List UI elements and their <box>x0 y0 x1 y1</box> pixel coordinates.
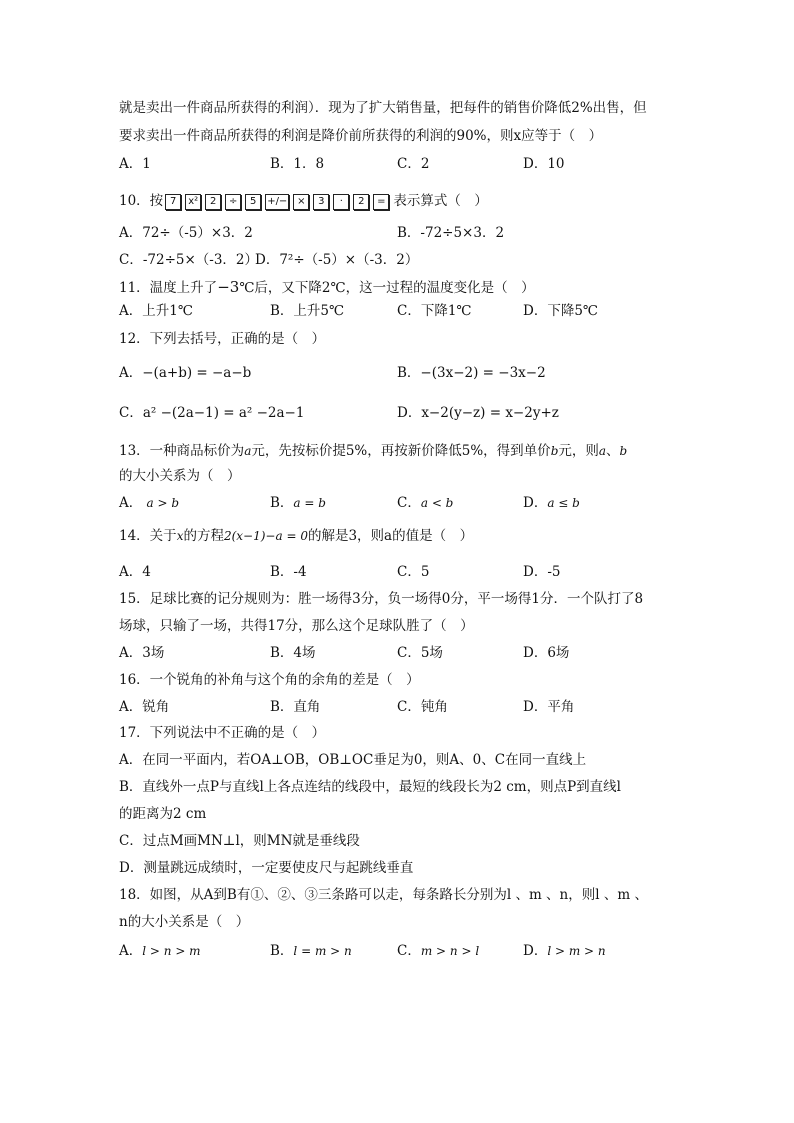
q18-option-a <box>119 942 201 960</box>
q10-option-a: A．72÷（-5）×3．2 <box>119 225 253 241</box>
key-2: 2 <box>205 194 221 210</box>
q11-option-d: D．下降5℃ <box>523 303 599 319</box>
q11-stem-a: 11．温度上升了 <box>119 280 218 296</box>
q14-text-c: 的解是3，则a的值是（ ） <box>307 528 474 544</box>
q17-stem: 17．下列说法中不正确的是（ ） <box>119 725 326 741</box>
q13-var-a: a <box>244 444 252 458</box>
q13-text-a: 13．一种商品标价为 <box>119 443 245 459</box>
q14-option-c: C．5 <box>397 564 430 580</box>
q11-option-a: A．上升1℃ <box>119 303 193 319</box>
q13-var-b2: b <box>619 444 628 458</box>
q15-line2: 场球，只输了一场，共得17分，那么这个足球队胜了（ ） <box>119 618 474 634</box>
q18-option-d <box>523 942 606 960</box>
q18-option-b <box>270 942 352 960</box>
q17-option-b-line1: B．直线外一点P与直线l上各点连结的线段中，最短的线段长为2 cm，则点P到直线l <box>119 779 621 795</box>
key-equals: = <box>373 194 389 210</box>
key-3: 3 <box>313 194 329 210</box>
q9-option-d: D．10 <box>523 156 565 172</box>
q12-option-c: C．a² −(2a−1) = a² −2a−1 <box>119 405 305 421</box>
q12-option-a: A．−(a+b) = −a−b <box>119 365 252 381</box>
q16-option-b: B．直角 <box>270 699 321 715</box>
q13-var-b: b <box>550 444 559 458</box>
q10-suffix: 表示算式（ ） <box>393 193 488 209</box>
q15-option-a: A．3场 <box>119 645 165 661</box>
q11-temp-value: −3 <box>217 278 240 296</box>
q17-option-c: C．过点M画MN⊥l，则MN就是垂线段 <box>119 833 360 849</box>
q13-option-b-math: a = b <box>293 496 326 510</box>
q13-option-d <box>523 494 580 512</box>
q14-stem <box>119 527 473 545</box>
q13-text-c: 元，则 <box>558 443 599 459</box>
q9-option-b: B．1．8 <box>270 156 325 172</box>
q18-option-a-label: A． <box>119 943 143 959</box>
q13-option-a <box>119 494 179 512</box>
q18-option-d-math: l > m > n <box>547 944 606 958</box>
q13-line1 <box>119 442 627 460</box>
q9-option-a: A．1 <box>119 156 151 172</box>
q15-option-d: D．6场 <box>523 645 570 661</box>
key-multiply: × <box>293 194 309 210</box>
q12-option-d: D．x−2(y−z) = x−2y+z <box>397 405 559 421</box>
q15-option-c: C．5场 <box>397 645 443 661</box>
q13-option-c-label: C． <box>397 495 421 511</box>
q10-stem <box>119 192 488 210</box>
q14-text-a: 14．关于 <box>119 528 177 544</box>
q16-option-a: A．锐角 <box>119 699 170 715</box>
q13-option-b-label: B． <box>270 495 294 511</box>
calculator-key-sequence <box>165 194 391 210</box>
q14-option-b: B．-4 <box>270 564 307 580</box>
q15-option-b: B．4场 <box>270 645 316 661</box>
q16-stem: 16．一个锐角的补角与这个角的余角的差是（ ） <box>119 672 420 688</box>
q13-option-a-math: a > b <box>146 496 180 510</box>
q18-option-c-label: C． <box>397 943 421 959</box>
q9-line1: 就是卖出一件商品所获得的利润）．现为了扩大销售量，把每件的销售价降低2%出售，但 <box>119 100 647 116</box>
q9-option-c: C．2 <box>397 156 430 172</box>
q10-option-b: B．-72÷5×3．2 <box>397 225 505 241</box>
key-square: x² <box>185 194 201 210</box>
q13-text-b: 元，先按标价提5%，再按新价降低5%，得到单价 <box>251 443 551 459</box>
q13-var-a2: a <box>598 444 607 458</box>
q12-stem: 12．下列去括号，正确的是（ ） <box>119 331 326 347</box>
q17-option-b-line2: 的距离为2 cm <box>119 806 207 822</box>
q13-option-b <box>270 494 326 512</box>
q11-option-b: B．上升5℃ <box>270 303 345 319</box>
q10-option-c: C．-72÷5×（-3．2） <box>119 252 259 268</box>
q18-option-c-math: m > n > l <box>420 944 480 958</box>
q13-line2: 的大小关系为（ ） <box>119 468 241 484</box>
key-5: 5 <box>245 194 261 210</box>
q14-option-a: A．4 <box>119 564 151 580</box>
q15-line1: 15．足球比赛的记分规则为：胜一场得3分，负一场得0分，平一场得1分．一个队打了8 <box>119 591 644 607</box>
key-7: 7 <box>165 194 181 210</box>
q18-line2: n的大小关系是（ ） <box>119 914 250 930</box>
q13-option-c <box>397 494 453 512</box>
q13-option-d-math: a ≤ b <box>547 496 580 510</box>
q18-option-b-math: l = m > n <box>293 944 352 958</box>
q14-var-x: x <box>176 529 184 543</box>
key-sign-toggle: +/− <box>265 194 289 210</box>
q14-equation: 2(x−1)−a = 0 <box>223 529 308 543</box>
q13-text-d: 、 <box>606 443 620 459</box>
q10-option-d: D．7²÷（-5）×（-3．2） <box>255 252 419 268</box>
q14-text-b: 的方程 <box>183 528 224 544</box>
q16-option-c: C．钝角 <box>397 699 448 715</box>
key-decimal: · <box>333 194 349 210</box>
q10-prefix: 10．按 <box>119 193 164 209</box>
q18-option-d-label: D． <box>523 943 548 959</box>
q18-option-a-math: l > n > m <box>142 944 201 958</box>
q13-option-c-math: a < b <box>420 496 454 510</box>
q11-stem-b: ℃后，又下降2℃，这一过程的温度变化是（ ） <box>239 280 535 296</box>
q11-stem <box>119 278 535 297</box>
q18-option-b-label: B． <box>270 943 294 959</box>
q16-option-d: D．平角 <box>523 699 575 715</box>
key-2b: 2 <box>353 194 369 210</box>
q12-option-b: B．−(3x−2) = −3x−2 <box>397 365 546 381</box>
q13-option-d-label: D． <box>523 495 548 511</box>
q14-option-d: D．-5 <box>523 564 561 580</box>
q17-option-a: A．在同一平面内，若OA⊥OB，OB⊥OC垂足为0，则A、0、C在同一直线上 <box>119 752 587 768</box>
key-divide: ÷ <box>225 194 241 210</box>
q13-option-a-label: A． <box>119 495 143 511</box>
q9-line2: 要求卖出一件商品所获得的利润是降价前所获得的利润的90%，则x应等于（ ） <box>119 128 603 144</box>
q11-option-c: C．下降1℃ <box>397 303 472 319</box>
q18-line1: 18．如图，从A到B有①、②、③三条路可以走，每条路长分别为l 、m 、n，则l 、m 、 <box>119 887 648 903</box>
q18-option-c <box>397 942 479 960</box>
q17-option-d: D．测量跳远成绩时，一定要使皮尺与起跳线垂直 <box>119 860 414 876</box>
